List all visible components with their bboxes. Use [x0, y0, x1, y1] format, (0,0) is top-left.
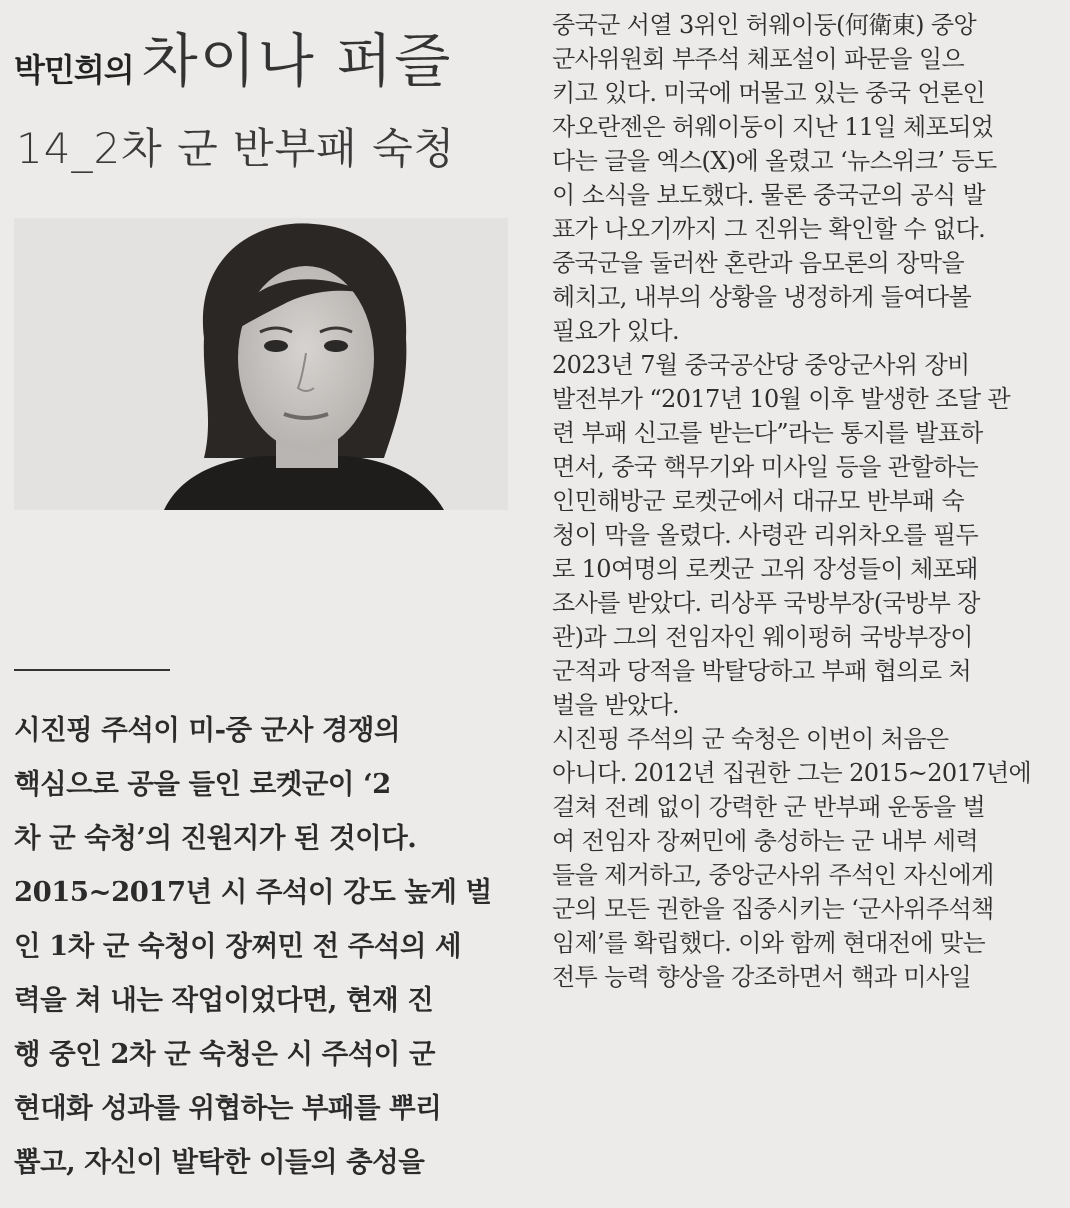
body-line: 표가 나오기까지 그 진위는 확인할 수 없다. — [552, 215, 986, 243]
column-title — [14, 14, 534, 94]
body-line: 여 전임자 장쩌민에 충성하는 군 내부 세력 — [552, 827, 979, 855]
article-body — [552, 8, 1062, 994]
body-line: 벌을 받았다. — [552, 691, 679, 719]
lead-line: 력을 쳐 내는 작업이었다면, 현재 진 — [14, 984, 434, 1016]
body-line: 필요가 있다. — [552, 317, 679, 345]
columnist-portrait-icon — [14, 218, 508, 510]
body-line: 전투 능력 향상을 강조하면서 핵과 미사일 — [552, 963, 972, 991]
body-line: 들을 제거하고, 중앙군사위 주석인 자신에게 — [552, 861, 994, 889]
body-line: 발전부가 “2017년 10월 이후 발생한 조달 관 — [552, 385, 1011, 413]
body-line: 로 10여명의 로켓군 고위 장성들이 체포돼 — [552, 555, 978, 583]
body-line: 조사를 받았다. 리상푸 국방부장(국방부 장 — [552, 589, 980, 617]
lead-line: 핵심으로 공을 들인 로켓군이 ‘2 — [14, 768, 391, 800]
body-line: 임제’를 확립했다. 이와 함께 현대전에 맞는 — [552, 929, 986, 957]
body-line: 인민해방군 로켓군에서 대규모 반부패 숙 — [552, 487, 965, 515]
body-line: 걸쳐 전례 없이 강력한 군 반부패 운동을 벌 — [552, 793, 986, 821]
body-line: 2023년 7월 중국공산당 중앙군사위 장비 — [552, 351, 970, 379]
series-title: 차이나 퍼즐 — [141, 27, 453, 95]
lead-line: 시진핑 주석이 미-중 군사 경쟁의 — [14, 714, 401, 746]
lead-line: 뽑고, 자신이 발탁한 이들의 충성을 — [14, 1146, 425, 1178]
body-line: 련 부패 신고를 받는다”라는 통지를 발표하 — [552, 419, 983, 447]
author-name: 박민희의 — [14, 51, 134, 89]
body-line: 중국군을 둘러싼 혼란과 음모론의 장막을 — [552, 249, 965, 277]
body-line: 청이 막을 올렸다. 사령관 리위차오를 필두 — [552, 521, 979, 549]
lead-line: 현대화 성과를 위협하는 부패를 뿌리 — [14, 1092, 442, 1124]
body-line: 다는 글을 엑스(X)에 올렸고 ‘뉴스위크’ 등도 — [552, 147, 997, 175]
body-line: 군사위원회 부주석 체포설이 파문을 일으 — [552, 45, 965, 73]
lead-line: 2015~2017년 시 주석이 강도 높게 벌 — [14, 876, 492, 908]
right-column — [540, 0, 1070, 1208]
body-line: 이 소식을 보도했다. 물론 중국군의 공식 발 — [552, 181, 986, 209]
body-line: 자오란젠은 허웨이둥이 지난 11일 체포되었 — [552, 113, 994, 141]
section-divider — [14, 669, 170, 671]
body-line: 헤치고, 내부의 상황을 냉정하게 들여다볼 — [552, 283, 972, 311]
body-line: 키고 있다. 미국에 머물고 있는 중국 언론인 — [552, 79, 986, 107]
lead-line: 인 1차 군 숙청이 장쩌민 전 주석의 세 — [14, 930, 462, 962]
lead-line: 행 중인 2차 군 숙청은 시 주석이 군 — [14, 1038, 435, 1070]
article-subtitle: 14_2차 군 반부패 숙청 — [16, 124, 456, 173]
lead-paragraph — [14, 703, 512, 1189]
lead-line: 차 군 숙청’의 진원지가 된 것이다. — [14, 822, 417, 854]
body-line: 군적과 당적을 박탈당하고 부패 협의로 처 — [552, 657, 972, 685]
body-line: 아니다. 2012년 집권한 그는 2015~2017년에 — [552, 759, 1032, 787]
body-line: 시진핑 주석의 군 숙청은 이번이 처음은 — [552, 725, 949, 753]
body-line: 군의 모든 권한을 집중시키는 ‘군사위주석책 — [552, 895, 994, 923]
body-line: 면서, 중국 핵무기와 미사일 등을 관할하는 — [552, 453, 979, 481]
body-line: 중국군 서열 3위인 허웨이둥(何衛東) 중앙 — [552, 11, 977, 39]
body-line: 관)과 그의 전임자인 웨이펑허 국방부장이 — [552, 623, 973, 651]
